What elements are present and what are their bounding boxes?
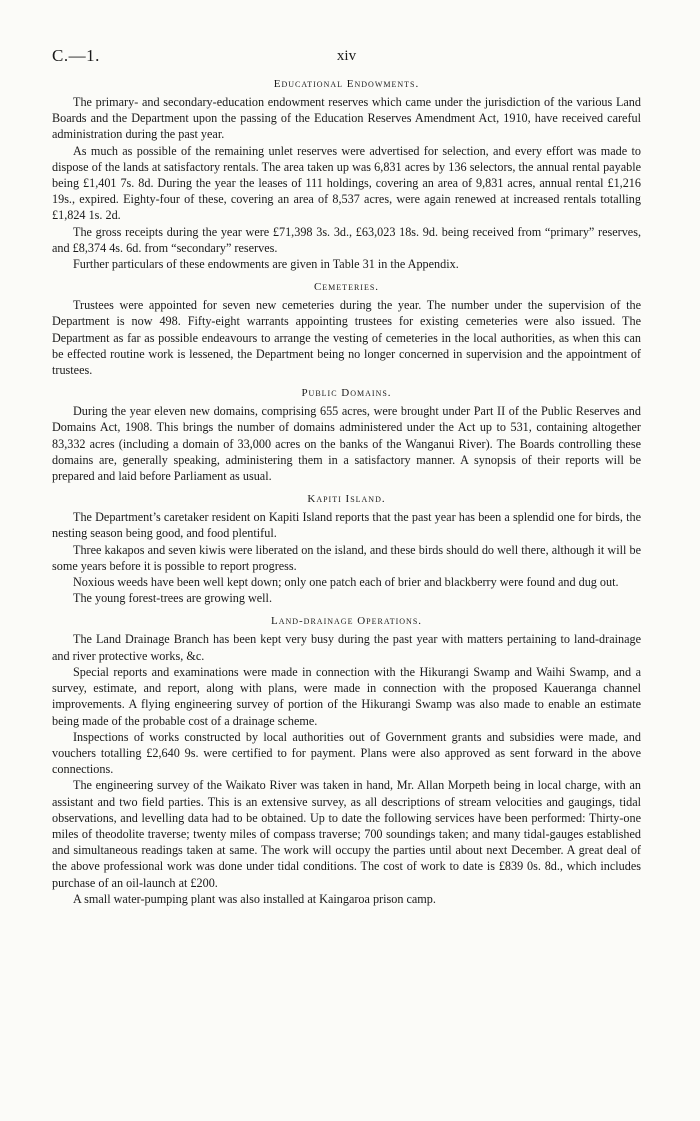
paragraph: Trustees were appointed for seven new cemeteries during the year. The number under the supervision of the Department is now 498. Fifty-eight warrants appointing trustees for existing cemeteries were also issued. The Department as far as possible endeavours to arrange the vesting of cemeteries in the local authorities, as when this can be effected routine work is lessened, the Department being no longer concerned in supervision and the appointment of trustees. (52, 298, 641, 378)
section-cemeteries (52, 281, 641, 378)
paragraph: The engineering survey of the Waikato River was taken in hand, Mr. Allan Morpeth being in local charge, with an assistant and two field parties. This is an extensive survey, as all descriptions of stream velocities and gaugings, tidal observations, and levelling data had to be obtained. Up to date the following services have been performed: Thirty-one miles of theodolite traverse; twenty miles of compass traverse; 700 soundings taken; and many tidal-gauges established and simultaneous readings taken at same. The work will occupy the parties until about next December. A great deal of the above professional work was done under tidal conditions. The cost of work to date is £839 0s. 8d., which includes purchase of an oil-launch at £200. (52, 778, 641, 890)
section-heading: Land-drainage Operations. (270, 615, 423, 628)
paragraph: Further particulars of these endowments are given in Table 31 in the Appendix. (73, 257, 459, 272)
paragraph: Inspections of works constructed by local authorities out of Government grants and subsidies were made, and vouchers totalling £2,640 9s. were certified to for payment. Plans were also approved as sent forward in the above connections. (52, 729, 641, 777)
paragraph: Three kakapos and seven kiwis were liberated on the island, and these birds should do well there, although it will be some years before it is possible to report progress. (52, 542, 641, 573)
paragraph: During the year eleven new domains, comprising 655 acres, were brought under Part II of the Public Reserves and Domains Act, 1908. This brings the number of domains administered under the Act up to 531, containing altogether 83,332 acres (including a domain of 33,000 acres on the banks of the Wanganui River). The Boards controlling these domains are, generally speaking, administering them in a satisfactory manner. A synopsis of their reports will be prepared and laid before Parliament as usual. (52, 404, 641, 484)
document-page (52, 46, 641, 907)
paragraph: The Land Drainage Branch has been kept very busy during the past year with matters pertaining to land-drainage and river protective works, &c. (52, 632, 641, 663)
paragraph: The primary- and secondary-education endowment reserves which came under the jurisdiction of the various Land Boards and the Department upon the passing of the Education Reserves Amendment Act, 1910, have received careful administration during the past year. (52, 95, 641, 142)
page-header (52, 46, 641, 70)
document-reference: C.—1. (52, 46, 100, 65)
paragraph: Special reports and examinations were made in connection with the Hikurangi Swamp and Waihi Swamp, and a survey, estimate, and report, along with plans, were made in connection with the proposed Kaueranga channel improvements. A flying engineering survey of portion of the Hikurangi Swamp was also made to enable an estimate being made of the probable cost of a drainage scheme. (52, 664, 641, 728)
paragraph: As much as possible of the remaining unlet reserves were advertised for selection, and every effort was made to dispose of the lands at satisfactory rentals. The area taken up was 6,831 acres by 136 selectors, the annual rental payable being £1,401 7s. 8d. During the year the leases of 111 holdings, covering an area of 9,831 acres, annual rental £1,216 19s., expired. Eighty-four of these, covering an area of 8,537 acres, were again renewed at increased rentals totalling £1,824 1s. 2d. (52, 143, 641, 223)
section-educational-endowments (52, 78, 641, 272)
section-land-drainage-operations (52, 615, 641, 906)
section-heading: Educational Endowments. (273, 78, 420, 90)
paragraph: The gross receipts during the year were £71,398 3s. 3d., £63,023 18s. 9d. being received from “primary” reserves, and £8,374 4s. 6d. from “secondary” reserves. (52, 224, 641, 255)
section-heading: Public Domains. (301, 387, 392, 400)
section-heading: Cemeteries. (313, 281, 380, 294)
section-kapiti-island (52, 493, 641, 606)
paragraph: Noxious weeds have been well kept down; only one patch each of brier and blackberry were found and dug out. (73, 575, 619, 590)
section-heading: Kapiti Island. (307, 493, 386, 506)
paragraph: The young forest-trees are growing well. (73, 591, 272, 606)
page-number: xiv (336, 48, 357, 64)
section-public-domains (52, 387, 641, 484)
paragraph: A small water-pumping plant was also installed at Kaingaroa prison camp. (73, 891, 436, 906)
paragraph: The Department’s caretaker resident on Kapiti Island reports that the past year has been a splendid one for birds, the nesting season being good, and food plentiful. (52, 510, 641, 541)
